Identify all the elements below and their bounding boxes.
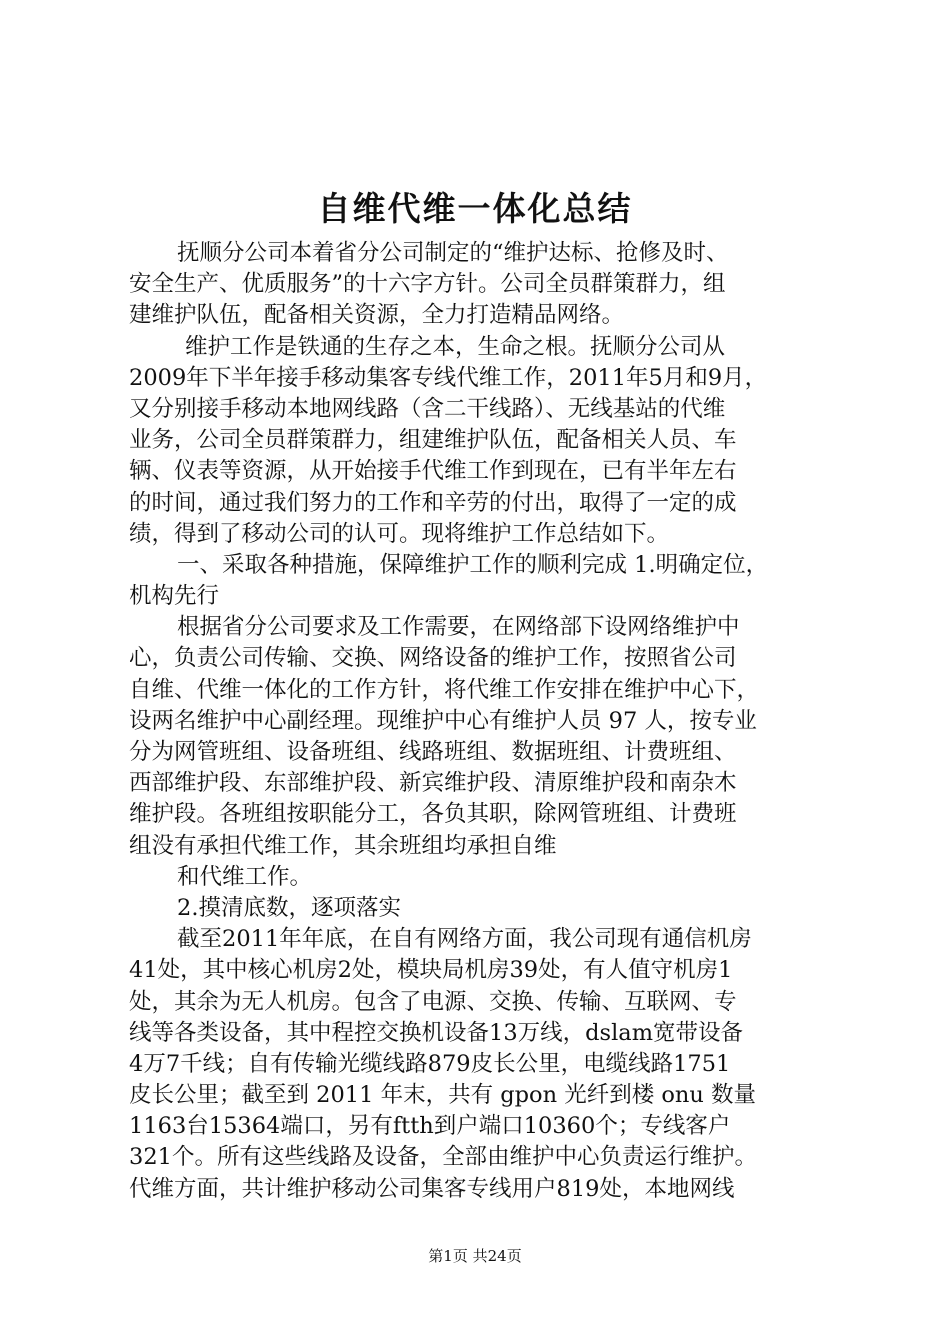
text-line: 根据省分公司要求及工作需要，在网络部下设网络维护中 — [177, 614, 740, 641]
text-line: 线等各类设备，其中程控交换机设备13万线，dslam宽带设备 — [129, 1019, 744, 1046]
text-line: 设两名维护中心副经理。现维护中心有维护人员 97 人，按专业 — [129, 707, 757, 734]
text-line: 自维、代维一体化的工作方针，将代维工作安排在维护中心下， — [129, 676, 760, 703]
section-heading: 一、采取各种措施，保障维护工作的顺利完成 1.明确定位， — [177, 551, 769, 578]
text-line: 机构先行 — [129, 583, 220, 610]
text-line: 4万7千线；自有传输光缆线路879皮长公里，电缆线路1751 — [129, 1050, 731, 1077]
text-line: 建维护队伍，配备相关资源，全力打造精品网络。 — [129, 302, 625, 329]
text-line: 西部维护段、东部维护段、新宾维护段、清原维护段和南杂木 — [129, 770, 737, 797]
text-line: 代维方面，共计维护移动公司集客专线用户819处，本地网线 — [129, 1175, 735, 1202]
text-line: 辆、仪表等资源，从开始接手代维工作到现在，已有半年左右 — [129, 458, 737, 485]
text-line: 321个。所有这些线路及设备，全部由维护中心负责运行维护。 — [129, 1144, 757, 1171]
document-title: 自维代维一体化总结 — [317, 189, 633, 228]
text-line: 组没有承担代维工作，其余班组均承担自维 — [129, 832, 557, 859]
text-line: 2009年下半年接手移动集客专线代维工作，2011年5月和9月， — [129, 364, 768, 391]
text-line: 的时间，通过我们努力的工作和辛劳的付出，取得了一定的成 — [129, 489, 737, 516]
text-line: 安全生产、优质服务”的十六字方针。公司全员群策群力，组 — [129, 271, 726, 298]
text-line: 绩，得到了移动公司的认可。现将维护工作总结如下。 — [129, 520, 670, 547]
text-line: 和代维工作。 — [177, 863, 313, 890]
text-line: 又分别接手移动本地网线路（含二干线路）、无线基站的代维 — [129, 395, 726, 422]
text-line: 处，其余为无人机房。包含了电源、交换、传输、互联网、专 — [129, 988, 737, 1015]
text-line: 分为网管班组、设备班组、线路班组、数据班组、计费班组、 — [129, 739, 737, 765]
text-line: 维护段。各班组按职能分工，各负其职，除网管班组、计费班 — [129, 801, 737, 828]
text-line: 业务，公司全员群策群力，组建维护队伍，配备相关人员、车 — [129, 427, 737, 454]
document-body — [129, 238, 839, 1205]
text-line: 维护工作是铁通的生存之本，生命之根。抚顺分公司从 — [185, 333, 726, 360]
text-line: 心，负责公司传输、交换、网络设备的维护工作，按照省公司 — [129, 645, 737, 672]
text-line: 41处，其中核心机房2处，模块局机房39处，有人值守机房1 — [129, 957, 733, 984]
text-line: 抚顺分公司本着省分公司制定的“维护达标、抢修及时、 — [177, 240, 729, 266]
section-heading: 2.摸清底数，逐项落实 — [177, 894, 401, 921]
text-line: 皮长公里；截至到 2011 年末，共有 gpon 光纤到楼 onu 数量 — [129, 1082, 757, 1109]
page-footer: 第1页 共24页 — [428, 1247, 522, 1265]
text-line: 截至2011年年底，在自有网络方面，我公司现有通信机房 — [177, 926, 752, 953]
text-line: 1163台15364端口，另有ftth到户端口10360个；专线客户 — [129, 1113, 731, 1140]
